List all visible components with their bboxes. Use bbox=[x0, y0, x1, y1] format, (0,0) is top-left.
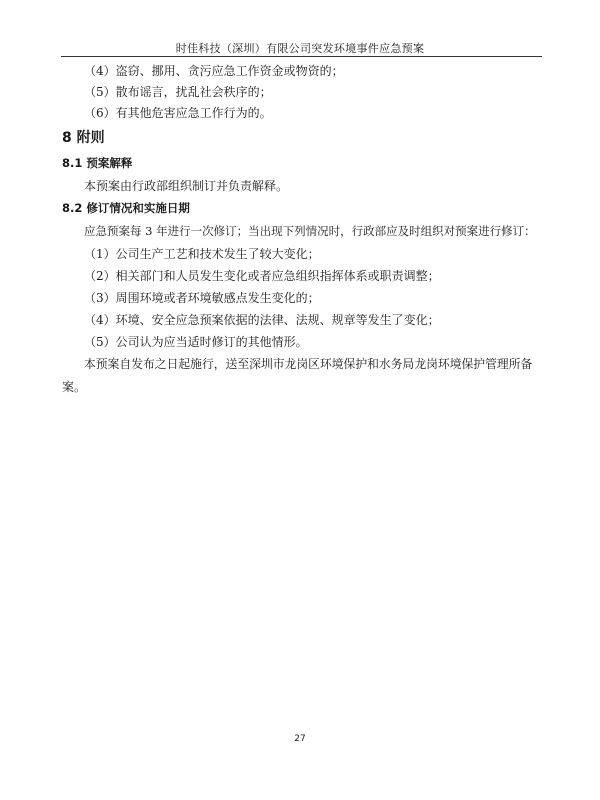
paragraph: 应急预案每 3 年进行一次修订；当出现下列情况时，行政部应及时组织对预案进行修订： bbox=[84, 224, 536, 238]
list-item: （5）公司认为应当适时修订的其他情形。 bbox=[84, 335, 308, 349]
list-item: （3）周围环境或者环境敏感点发生变化的； bbox=[84, 291, 320, 305]
section-heading: 8 附则 bbox=[62, 130, 105, 146]
page-number: 27 bbox=[294, 734, 306, 744]
list-item: （4）环境、安全应急预案依据的法律、法规、规章等发生了变化； bbox=[84, 313, 440, 327]
subsection-heading: 8.1 预案解释 bbox=[62, 156, 133, 170]
paragraph: 案。 bbox=[62, 380, 87, 394]
list-item: （4）盗窃、挪用、贪污应急工作资金或物资的； bbox=[84, 64, 344, 78]
list-item: （6）有其他危害应急工作行为的。 bbox=[84, 106, 272, 120]
list-item: （2）相关部门和人员发生变化或者应急组织指挥体系或职责调整； bbox=[84, 269, 440, 283]
paragraph: 本预案由行政部组织制订并负责解释。 bbox=[84, 179, 289, 193]
subsection-heading: 8.2 修订情况和实施日期 bbox=[62, 201, 190, 215]
header-divider bbox=[61, 56, 542, 57]
header-title: 时佳科技（深圳）有限公司突发环境事件应急预案 bbox=[175, 42, 425, 55]
list-item: （5）散布谣言，扰乱社会秩序的； bbox=[84, 85, 272, 99]
paragraph: 本预案自发布之日起施行，送至深圳市龙岗区环境保护和水务局龙岗环境保护管理所备 bbox=[84, 357, 533, 371]
list-item: （1）公司生产工艺和技术发生了较大变化； bbox=[84, 247, 320, 261]
